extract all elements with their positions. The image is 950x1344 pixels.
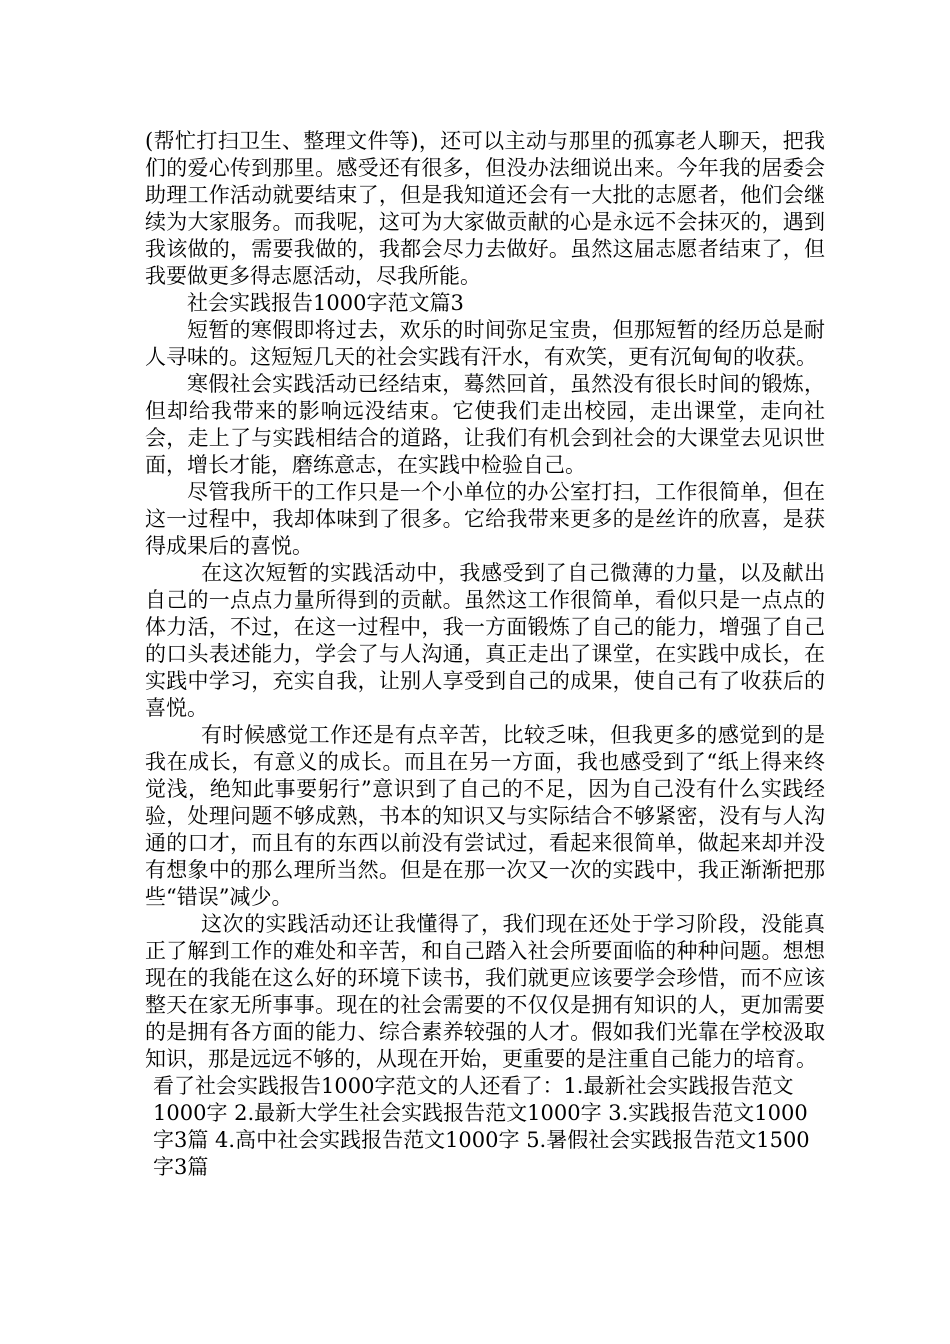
- section-title: 社会实践报告1000字范文篇3: [187, 291, 464, 315]
- paragraph-1: 短暂的寒假即将过去，欢乐的时间弥足宝贵，但那短暂的经历总是耐人寻味的。这短短几天的社会实践有汗水，有欢笑，更有沉甸甸的收获。: [145, 318, 825, 369]
- paragraph-5: 有时候感觉工作还是有点辛苦，比较乏味，但我更多的感觉到的是我在成长，有意义的成长。而且在另一方面，我也感受到了“纸上得来终觉浅，绝知此事要躬行”意识到了自己的不足，因为自己没有什么实践经验，处理问题不够成熟，书本的知识又与实际结合不够紧密，没有与人沟通的口才，而且有的东西以前没有尝试过，看起来很简单，做起来却并没有想象中的那么理所当然。但是在那一次又一次的实践中，我正渐渐把那些“错误”减少。: [145, 723, 825, 909]
- paragraph-6: 这次的实践活动还让我懂得了，我们现在还处于学习阶段，没能真正了解到工作的难处和辛苦，和自己踏入社会所要面临的种种问题。想想现在的我能在这么好的环境下读书，我们就更应该要学会珍惜，而不应该整天在家无所事事。现在的社会需要的不仅仅是拥有知识的人，更加需要的是拥有各方面的能力、综合素养较强的人才。假如我们光靠在学校汲取知识，那是远远不够的，从现在开始，更重要的是注重自己能力的培育。: [145, 912, 825, 1071]
- paragraph-3: 尽管我所干的工作只是一个小单位的办公室打扫，工作很简单，但在这一过程中，我却体味到了很多。它给我带来更多的是丝许的欣喜，是获得成果后的喜悦。: [145, 480, 825, 558]
- related-articles-text[interactable]: 看了社会实践报告1000字范文的人还看了：1.最新社会实践报告范文1000字 2.最新大学生社会实践报告范文1000字 3.实践报告范文1000字3篇 4.高中社会实践报告范文1000字 5.暑假社会实践报告范文1500字3篇: [153, 1074, 810, 1179]
- article-body: [145, 128, 825, 1073]
- paragraph-intro: (帮忙打扫卫生、整理文件等)，还可以主动与那里的孤寡老人聊天，把我们的爱心传到那里。感受还有很多，但没办法细说出来。今年我的居委会助理工作活动就要结束了，但是我知道还会有一大批的志愿者，他们会继续为大家服务。而我呢，这可为大家做贡献的心是永远不会抹灭的，遇到我该做的，需要我做的，我都会尽力去做好。虽然这届志愿者结束了，但我要做更多得志愿活动，尽我所能。: [145, 129, 825, 288]
- paragraph-2: 寒假社会实践活动已经结束，蓦然回首，虽然没有很长时间的锻炼，但却给我带来的影响远没结束。它使我们走出校园，走出课堂，走向社会，走上了与实践相结合的道路，让我们有机会到社会的大课堂去见识世面，增长才能，磨练意志，在实践中检验自己。: [145, 372, 825, 477]
- paragraph-4: 在这次短暂的实践活动中，我感受到了自己微薄的力量，以及献出自己的一点点力量所得到的贡献。虽然这工作很简单，看似只是一点点的体力活，不过，在这一过程中，我一方面锻炼了自己的能力，增强了自己的口头表述能力，学会了与人沟通，真正走出了课堂，在实践中成长，在实践中学习，充实自我，让别人享受到自己的成果，使自己有了收获后的喜悦。: [145, 561, 825, 720]
- related-articles: [145, 1073, 825, 1181]
